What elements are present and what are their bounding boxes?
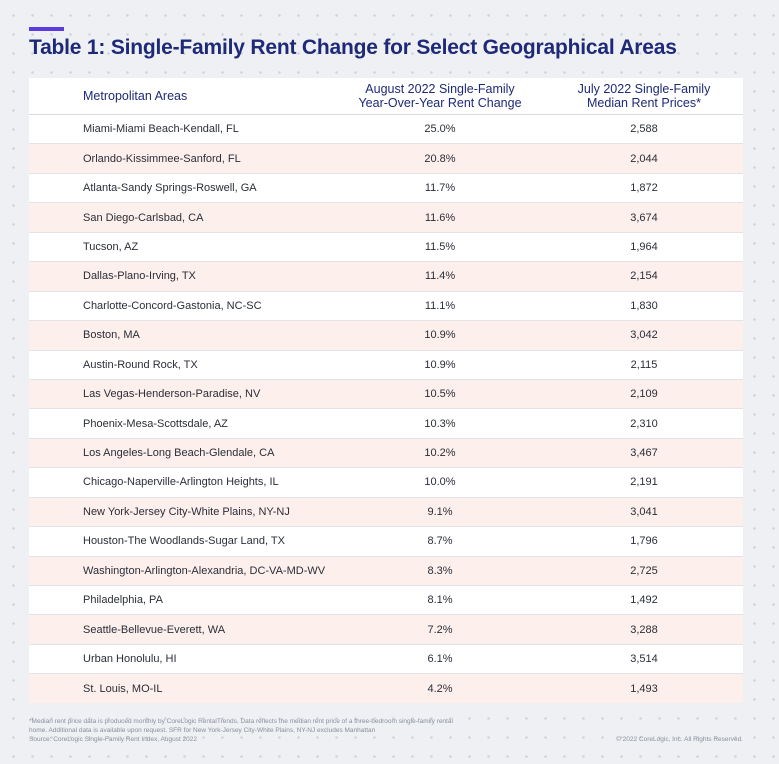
table-row bbox=[29, 498, 743, 527]
table-row bbox=[29, 351, 743, 380]
cell-area: Philadelphia, PA bbox=[83, 594, 163, 607]
table-row bbox=[29, 380, 743, 409]
title-accent-bar bbox=[29, 27, 64, 31]
cell-rent-change: 8.7% bbox=[427, 535, 453, 548]
footnote-source: Source: CoreLogic Single-Family Rent Index, August 2022 bbox=[29, 736, 198, 743]
cell-area: Phoenix-Mesa-Scottsdale, AZ bbox=[83, 417, 228, 430]
cell-median-rent: 1,493 bbox=[630, 682, 658, 695]
cell-median-rent: 2,044 bbox=[630, 152, 658, 165]
cell-rent-change: 11.4% bbox=[424, 270, 456, 283]
table-row bbox=[29, 262, 743, 291]
cell-area: Tucson, AZ bbox=[83, 240, 139, 253]
table-row bbox=[29, 174, 743, 203]
cell-rent-change: 4.2% bbox=[427, 682, 453, 695]
cell-area: Dallas-Plano-Irving, TX bbox=[83, 270, 196, 283]
header-rent-change-line1: August 2022 Single-Family bbox=[365, 82, 515, 96]
page-title: Table 1: Single-Family Rent Change for Select Geographical Areas bbox=[29, 36, 677, 59]
cell-area: Charlotte-Concord-Gastonia, NC-SC bbox=[83, 299, 262, 312]
cell-rent-change: 8.1% bbox=[427, 594, 453, 607]
cell-median-rent: 3,042 bbox=[630, 329, 658, 342]
cell-median-rent: 1,872 bbox=[630, 182, 658, 195]
cell-rent-change: 11.1% bbox=[424, 299, 456, 312]
cell-rent-change: 9.1% bbox=[427, 505, 453, 518]
cell-area: Boston, MA bbox=[83, 329, 140, 342]
table-row bbox=[29, 527, 743, 556]
cell-area: Seattle-Bellevue-Everett, WA bbox=[83, 623, 226, 636]
cell-median-rent: 2,154 bbox=[630, 270, 658, 283]
cell-median-rent: 2,310 bbox=[630, 417, 658, 430]
footnote-line2: home. Additional data is available upon request. SFR for New York-Jersey City-White Plains, NY-NJ excludes Manhattan bbox=[29, 727, 376, 734]
table-row bbox=[29, 645, 743, 674]
table-row bbox=[29, 557, 743, 586]
cell-rent-change: 10.2% bbox=[424, 447, 456, 460]
cell-median-rent: 3,674 bbox=[630, 211, 658, 224]
cell-area: San Diego-Carlsbad, CA bbox=[83, 211, 204, 224]
table-header bbox=[29, 78, 743, 115]
cell-median-rent: 1,492 bbox=[630, 594, 658, 607]
rent-table bbox=[29, 78, 743, 703]
cell-median-rent: 1,964 bbox=[630, 240, 658, 253]
table-body bbox=[29, 115, 743, 703]
header-metropolitan-areas: Metropolitan Areas bbox=[83, 89, 188, 103]
cell-rent-change: 8.3% bbox=[427, 564, 453, 577]
table-row bbox=[29, 292, 743, 321]
table-row bbox=[29, 439, 743, 468]
table-row bbox=[29, 203, 743, 232]
cell-median-rent: 3,467 bbox=[630, 447, 658, 460]
cell-median-rent: 2,725 bbox=[630, 564, 658, 577]
cell-median-rent: 3,288 bbox=[630, 623, 658, 636]
cell-median-rent: 1,796 bbox=[630, 535, 658, 548]
cell-rent-change: 6.1% bbox=[427, 653, 453, 666]
cell-area: Las Vegas-Henderson-Paradise, NV bbox=[83, 388, 261, 401]
cell-median-rent: 3,041 bbox=[630, 505, 658, 518]
table-row bbox=[29, 115, 743, 144]
cell-area: Miami-Miami Beach-Kendall, FL bbox=[83, 123, 239, 136]
cell-rent-change: 7.2% bbox=[427, 623, 453, 636]
table-row bbox=[29, 321, 743, 350]
footnote-line1: *Median rent price data is produced monthly by CoreLogic RentalTrends. Data reflects the median rent price of a three-bedroom single-family rental bbox=[29, 718, 453, 725]
footnote bbox=[29, 717, 529, 744]
table-row bbox=[29, 409, 743, 438]
header-rent-change bbox=[335, 82, 545, 110]
cell-area: Austin-Round Rock, TX bbox=[83, 358, 198, 371]
cell-area: Washington-Arlington-Alexandria, DC-VA-MD-WV bbox=[83, 564, 326, 577]
cell-rent-change: 10.0% bbox=[424, 476, 456, 489]
cell-rent-change: 20.8% bbox=[424, 152, 456, 165]
cell-rent-change: 11.7% bbox=[424, 182, 456, 195]
cell-median-rent: 2,191 bbox=[630, 476, 658, 489]
cell-area: St. Louis, MO-IL bbox=[83, 682, 163, 695]
cell-area: Los Angeles-Long Beach-Glendale, CA bbox=[83, 447, 275, 460]
cell-rent-change: 11.5% bbox=[424, 240, 456, 253]
cell-rent-change: 10.5% bbox=[424, 388, 456, 401]
header-rent-change-line2: Year-Over-Year Rent Change bbox=[358, 96, 522, 110]
table-row bbox=[29, 233, 743, 262]
cell-rent-change: 25.0% bbox=[424, 123, 456, 136]
cell-median-rent: 2,109 bbox=[630, 388, 658, 401]
table-row bbox=[29, 144, 743, 173]
table-row bbox=[29, 468, 743, 497]
cell-rent-change: 10.3% bbox=[424, 417, 456, 430]
cell-rent-change: 10.9% bbox=[424, 329, 456, 342]
header-median-rent-line1: July 2022 Single-Family bbox=[577, 82, 711, 96]
cell-area: Urban Honolulu, HI bbox=[83, 653, 177, 666]
cell-median-rent: 3,514 bbox=[630, 653, 658, 666]
cell-area: Atlanta-Sandy Springs-Roswell, GA bbox=[83, 182, 257, 195]
table-row bbox=[29, 586, 743, 615]
cell-median-rent: 2,115 bbox=[630, 358, 658, 371]
cell-rent-change: 11.6% bbox=[424, 211, 456, 224]
cell-median-rent: 2,588 bbox=[630, 123, 658, 136]
cell-rent-change: 10.9% bbox=[424, 358, 456, 371]
cell-area: Chicago-Naperville-Arlington Heights, IL bbox=[83, 476, 279, 489]
cell-area: Orlando-Kissimmee-Sanford, FL bbox=[83, 152, 241, 165]
cell-median-rent: 1,830 bbox=[630, 299, 658, 312]
table-row bbox=[29, 674, 743, 702]
cell-area: New York-Jersey City-White Plains, NY-NJ bbox=[83, 505, 290, 518]
header-median-rent-line2: Median Rent Prices* bbox=[587, 96, 701, 110]
copyright: © 2022 CoreLogic, Inc. All Rights Reserved. bbox=[616, 736, 743, 743]
table-row bbox=[29, 615, 743, 644]
header-median-rent bbox=[545, 82, 743, 110]
cell-area: Houston-The Woodlands-Sugar Land, TX bbox=[83, 535, 285, 548]
